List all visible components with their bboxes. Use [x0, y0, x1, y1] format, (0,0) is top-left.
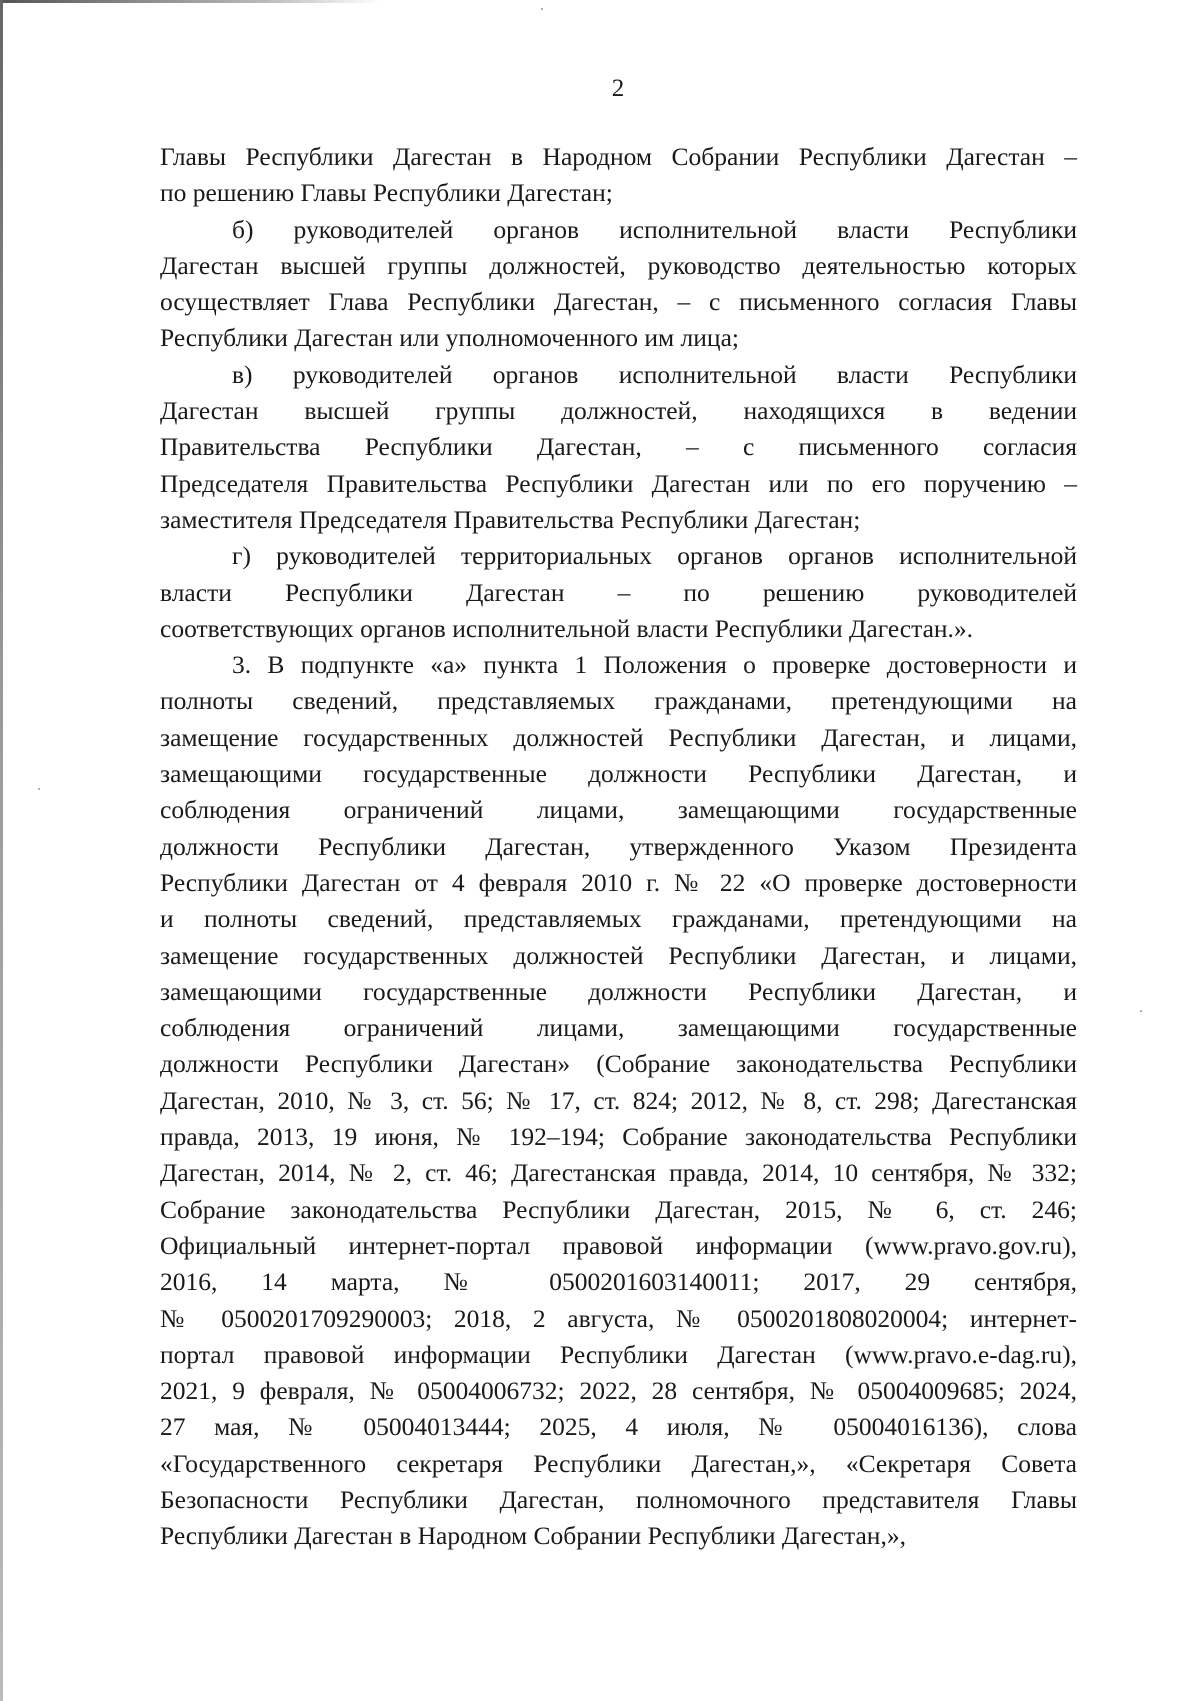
text-line: Официальный интернет-портал правовой информации (www.pravo.gov.ru),	[160, 1230, 1077, 1260]
document-body	[160, 139, 1077, 1555]
text-line: Правительства Республики Дагестан, – с письменного согласия	[160, 432, 1077, 462]
text-line: 2016, 14 марта, № 0500201603140011; 2017, 29 сентября,	[160, 1267, 1077, 1297]
text-line: Республики Дагестан или уполномоченного им лица;	[160, 323, 739, 353]
text-line: замещающими государственные должности Республики Дагестан, и	[160, 759, 1077, 789]
text-line: Безопасности Республики Дагестан, полномочного представителя Главы	[160, 1484, 1077, 1514]
text-line: замещение государственных должностей Республики Дагестан, и лицами,	[160, 940, 1077, 970]
text-line: соответствующих органов исполнительной власти Республики Дагестан.».	[160, 613, 974, 643]
text-line: по решению Главы Республики Дагестан;	[160, 178, 613, 208]
text-line: полноты сведений, представляемых гражданами, претендующими на	[160, 686, 1077, 716]
scan-speck	[1140, 1010, 1142, 1012]
text-line: власти Республики Дагестан – по решению руководителей	[160, 577, 1077, 607]
text-line: соблюдения ограничений лицами, замещающими государственные	[160, 1013, 1077, 1043]
text-line: замещение государственных должностей Республики Дагестан, и лицами,	[160, 722, 1077, 752]
text-line: № 0500201709290003; 2018, 2 августа, № 0500201808020004; интернет-	[160, 1303, 1077, 1333]
text-line: Дагестан, 2014, № 2, ст. 46; Дагестанская правда, 2014, 10 сентября, № 332;	[160, 1158, 1077, 1188]
paragraph	[160, 357, 1077, 538]
paragraph	[160, 538, 1077, 647]
text-line: Главы Республики Дагестан в Народном Собрании Республики Дагестан –	[160, 142, 1077, 171]
text-line: должности Республики Дагестан» (Собрание законодательства Республики	[160, 1049, 1077, 1079]
paragraph	[160, 647, 1077, 1554]
text-line: Председателя Правительства Республики Дагестан или по его поручению –	[160, 468, 1077, 498]
text-line: Дагестан высшей группы должностей, находящихся в ведении	[160, 396, 1077, 426]
text-line: 2021, 9 февраля, № 05004006732; 2022, 28 сентября, № 05004009685; 2024,	[160, 1376, 1077, 1406]
scan-speck	[38, 788, 40, 790]
scan-speck	[541, 8, 543, 10]
text-line: и полноты сведений, представляемых гражданами, претендующими на	[160, 904, 1077, 934]
text-line: в) руководителей органов исполнительной власти Республики	[232, 359, 1077, 389]
text-line: г) руководителей территориальных органов органов исполнительной	[232, 541, 1077, 571]
scan-edge-top	[0, 0, 380, 3]
text-line: Дагестан высшей группы должностей, руководство деятельностью которых	[160, 250, 1077, 280]
text-line: Республики Дагестан от 4 февраля 2010 г. № 22 «О проверке достоверности	[160, 867, 1077, 897]
paragraph	[160, 139, 1077, 212]
text-line: Собрание законодательства Республики Дагестан, 2015, № 6, ст. 246;	[160, 1194, 1077, 1224]
text-line: «Государственного секретаря Республики Дагестан,», «Секретаря Совета	[160, 1448, 1077, 1478]
text-line: соблюдения ограничений лицами, замещающими государственные	[160, 795, 1077, 825]
text-line: Дагестан, 2010, № 3, ст. 56; № 17, ст. 824; 2012, № 8, ст. 298; Дагестанская	[160, 1085, 1077, 1115]
text-line: 27 мая, № 05004013444; 2025, 4 июля, № 05004016136), слова	[160, 1412, 1077, 1442]
text-line: правда, 2013, 19 июня, № 192–194; Собрание законодательства Республики	[160, 1122, 1077, 1152]
scan-edge-left	[0, 0, 3, 1701]
page-number: 2	[611, 75, 625, 102]
text-line: б) руководителей органов исполнительной власти Республики	[232, 214, 1077, 244]
text-line: портал правовой информации Республики Дагестан (www.pravo.e-dag.ru),	[160, 1339, 1077, 1369]
text-line: Республики Дагестан в Народном Собрании Республики Дагестан,»,	[160, 1521, 906, 1551]
text-line: должности Республики Дагестан, утвержденного Указом Президента	[160, 831, 1077, 861]
text-line: заместителя Председателя Правительства Республики Дагестан;	[160, 504, 861, 534]
paragraph	[160, 212, 1077, 357]
text-line: осуществляет Глава Республики Дагестан, – с письменного согласия Главы	[160, 287, 1077, 317]
text-line: 3. В подпункте «а» пункта 1 Положения о проверке достоверности и	[232, 650, 1077, 680]
text-line: замещающими государственные должности Республики Дагестан, и	[160, 976, 1077, 1006]
